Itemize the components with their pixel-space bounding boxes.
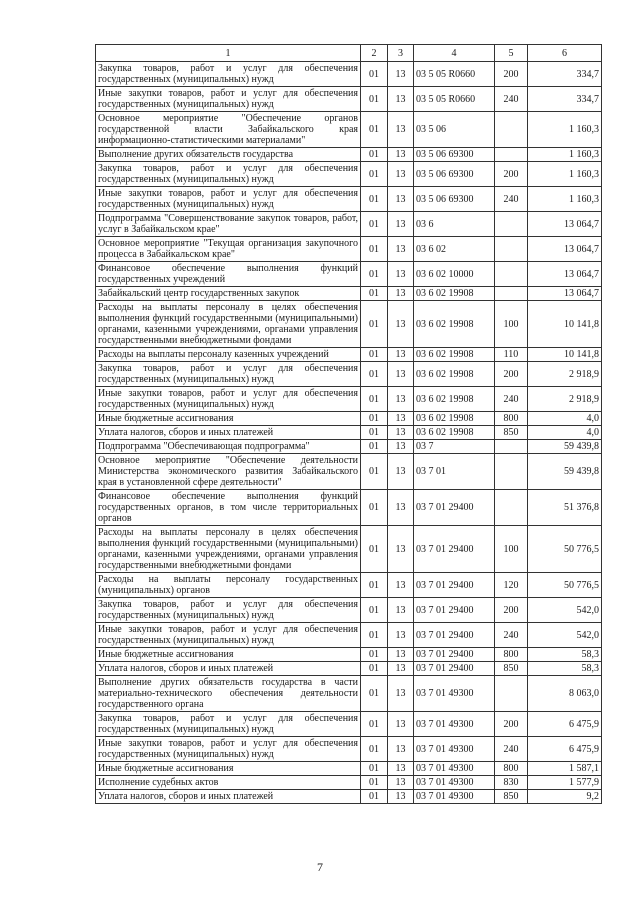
row-name-cell: Расходы на выплаты персоналу казенных учреждений [96, 348, 361, 362]
row-name-cell: Иные закупки товаров, работ и услуг для обеспечения государственных (муниципальных) нужд [96, 187, 361, 212]
table-row [96, 62, 602, 87]
row-subsection-cell: 13 [388, 301, 414, 348]
row-target-article-cell: 03 7 01 29400 [414, 648, 495, 662]
row-expense-type-cell: 200 [495, 598, 528, 623]
row-name-cell: Закупка товаров, работ и услуг для обеспечения государственных (муниципальных) нужд [96, 362, 361, 387]
row-section-cell: 01 [361, 162, 388, 187]
row-expense-type-cell [495, 148, 528, 162]
row-section-cell: 01 [361, 490, 388, 526]
row-amount-cell: 10 141,8 [528, 301, 602, 348]
row-amount-cell: 50 776,5 [528, 573, 602, 598]
row-expense-type-cell: 240 [495, 737, 528, 762]
row-expense-type-cell: 240 [495, 187, 528, 212]
budget-table [95, 44, 602, 804]
row-section-cell: 01 [361, 426, 388, 440]
row-expense-type-cell: 830 [495, 776, 528, 790]
row-target-article-cell: 03 5 05 R0660 [414, 62, 495, 87]
row-name-cell: Иные закупки товаров, работ и услуг для обеспечения государственных (муниципальных) нужд [96, 737, 361, 762]
row-name-cell: Закупка товаров, работ и услуг для обеспечения государственных (муниципальных) нужд [96, 598, 361, 623]
row-amount-cell: 1 577,9 [528, 776, 602, 790]
row-amount-cell: 6 475,9 [528, 712, 602, 737]
row-name-cell: Иные бюджетные ассигнования [96, 412, 361, 426]
row-section-cell: 01 [361, 387, 388, 412]
budget-table-container [95, 44, 601, 804]
table-row [96, 526, 602, 573]
row-expense-type-cell: 800 [495, 412, 528, 426]
row-amount-cell: 13 064,7 [528, 262, 602, 287]
row-amount-cell: 4,0 [528, 426, 602, 440]
row-expense-type-cell: 100 [495, 526, 528, 573]
table-row [96, 762, 602, 776]
row-section-cell: 01 [361, 287, 388, 301]
row-name-cell: Основное мероприятие "Обеспечение деятельности Министерства экономического развития Забайкальского края в установленной сфере деятельности" [96, 454, 361, 490]
row-subsection-cell: 13 [388, 623, 414, 648]
row-section-cell: 01 [361, 662, 388, 676]
row-target-article-cell: 03 7 01 49300 [414, 737, 495, 762]
row-subsection-cell: 13 [388, 573, 414, 598]
table-row [96, 426, 602, 440]
row-amount-cell: 542,0 [528, 598, 602, 623]
table-row [96, 237, 602, 262]
table-row [96, 348, 602, 362]
row-name-cell: Финансовое обеспечение выполнения функций государственных учреждений [96, 262, 361, 287]
row-expense-type-cell [495, 440, 528, 454]
row-amount-cell: 8 063,0 [528, 676, 602, 712]
row-target-article-cell: 03 7 01 49300 [414, 712, 495, 737]
row-expense-type-cell: 200 [495, 162, 528, 187]
row-section-cell: 01 [361, 301, 388, 348]
row-subsection-cell: 13 [388, 348, 414, 362]
table-row [96, 148, 602, 162]
row-name-cell: Закупка товаров, работ и услуг для обеспечения государственных (муниципальных) нужд [96, 62, 361, 87]
row-expense-type-cell [495, 490, 528, 526]
row-subsection-cell: 13 [388, 287, 414, 301]
row-section-cell: 01 [361, 212, 388, 237]
header-cell-section: 2 [361, 45, 388, 62]
row-target-article-cell: 03 7 01 29400 [414, 573, 495, 598]
row-expense-type-cell: 850 [495, 662, 528, 676]
header-cell-subsection: 3 [388, 45, 414, 62]
table-row [96, 262, 602, 287]
row-name-cell: Иные закупки товаров, работ и услуг для обеспечения государственных (муниципальных) нужд [96, 623, 361, 648]
row-name-cell: Иные закупки товаров, работ и услуг для обеспечения государственных (муниципальных) нужд [96, 387, 361, 412]
table-row [96, 187, 602, 212]
row-section-cell: 01 [361, 112, 388, 148]
row-amount-cell: 542,0 [528, 623, 602, 648]
row-name-cell: Иные бюджетные ассигнования [96, 648, 361, 662]
row-expense-type-cell: 800 [495, 762, 528, 776]
row-section-cell: 01 [361, 454, 388, 490]
row-expense-type-cell: 120 [495, 573, 528, 598]
row-section-cell: 01 [361, 440, 388, 454]
row-section-cell: 01 [361, 623, 388, 648]
row-section-cell: 01 [361, 87, 388, 112]
row-target-article-cell: 03 7 01 29400 [414, 623, 495, 648]
header-cell-target-article: 4 [414, 45, 495, 62]
table-row [96, 662, 602, 676]
row-expense-type-cell [495, 112, 528, 148]
row-subsection-cell: 13 [388, 776, 414, 790]
row-target-article-cell: 03 6 02 [414, 237, 495, 262]
row-subsection-cell: 13 [388, 676, 414, 712]
row-target-article-cell: 03 6 02 19908 [414, 287, 495, 301]
row-name-cell: Выполнение других обязательств государства [96, 148, 361, 162]
row-amount-cell: 13 064,7 [528, 237, 602, 262]
table-row [96, 162, 602, 187]
row-target-article-cell: 03 7 01 49300 [414, 676, 495, 712]
table-row [96, 598, 602, 623]
row-expense-type-cell: 200 [495, 62, 528, 87]
row-name-cell: Закупка товаров, работ и услуг для обеспечения государственных (муниципальных) нужд [96, 162, 361, 187]
row-subsection-cell: 13 [388, 648, 414, 662]
row-subsection-cell: 13 [388, 162, 414, 187]
table-row [96, 712, 602, 737]
table-row [96, 387, 602, 412]
row-name-cell: Иные закупки товаров, работ и услуг для обеспечения государственных (муниципальных) нужд [96, 87, 361, 112]
row-name-cell: Расходы на выплаты персоналу государственных (муниципальных) органов [96, 573, 361, 598]
row-section-cell: 01 [361, 412, 388, 426]
row-amount-cell: 1 160,3 [528, 187, 602, 212]
row-section-cell: 01 [361, 776, 388, 790]
row-subsection-cell: 13 [388, 112, 414, 148]
row-subsection-cell: 13 [388, 790, 414, 804]
row-section-cell: 01 [361, 790, 388, 804]
row-target-article-cell: 03 7 01 29400 [414, 662, 495, 676]
row-section-cell: 01 [361, 62, 388, 87]
row-section-cell: 01 [361, 676, 388, 712]
row-amount-cell: 58,3 [528, 648, 602, 662]
row-expense-type-cell [495, 262, 528, 287]
row-subsection-cell: 13 [388, 490, 414, 526]
row-subsection-cell: 13 [388, 662, 414, 676]
table-row [96, 490, 602, 526]
row-expense-type-cell: 100 [495, 301, 528, 348]
table-row [96, 790, 602, 804]
row-target-article-cell: 03 5 06 [414, 112, 495, 148]
row-subsection-cell: 13 [388, 426, 414, 440]
row-expense-type-cell [495, 676, 528, 712]
row-name-cell: Выполнение других обязательств государства в части материально-технического обеспечения деятельности государственного органа [96, 676, 361, 712]
row-amount-cell: 6 475,9 [528, 737, 602, 762]
row-name-cell: Подпрограмма "Обеспечивающая подпрограмма" [96, 440, 361, 454]
row-expense-type-cell [495, 237, 528, 262]
table-row [96, 112, 602, 148]
row-subsection-cell: 13 [388, 148, 414, 162]
table-row [96, 301, 602, 348]
row-name-cell: Финансовое обеспечение выполнения функций государственных органов, в том числе территориальных органов [96, 490, 361, 526]
row-target-article-cell: 03 6 02 19908 [414, 387, 495, 412]
row-name-cell: Иные бюджетные ассигнования [96, 762, 361, 776]
row-name-cell: Закупка товаров, работ и услуг для обеспечения государственных (муниципальных) нужд [96, 712, 361, 737]
row-name-cell: Основное мероприятие "Обеспечение органов государственной власти Забайкальского края информационно-статистическими материалами" [96, 112, 361, 148]
row-section-cell: 01 [361, 526, 388, 573]
row-section-cell: 01 [361, 598, 388, 623]
row-target-article-cell: 03 6 02 19908 [414, 362, 495, 387]
row-subsection-cell: 13 [388, 187, 414, 212]
page-number: 7 [317, 860, 323, 874]
row-name-cell: Подпрограмма "Совершенствование закупок товаров, работ, услуг в Забайкальском крае" [96, 212, 361, 237]
row-subsection-cell: 13 [388, 362, 414, 387]
row-amount-cell: 59 439,8 [528, 454, 602, 490]
row-amount-cell: 1 587,1 [528, 762, 602, 776]
row-section-cell: 01 [361, 348, 388, 362]
row-expense-type-cell [495, 454, 528, 490]
row-section-cell: 01 [361, 737, 388, 762]
row-subsection-cell: 13 [388, 454, 414, 490]
header-cell-amount: 6 [528, 45, 602, 62]
row-name-cell: Исполнение судебных актов [96, 776, 361, 790]
row-expense-type-cell: 110 [495, 348, 528, 362]
table-row [96, 623, 602, 648]
table-header-row [96, 45, 602, 62]
row-subsection-cell: 13 [388, 526, 414, 573]
row-amount-cell: 13 064,7 [528, 212, 602, 237]
row-expense-type-cell: 240 [495, 387, 528, 412]
row-amount-cell: 59 439,8 [528, 440, 602, 454]
table-body [96, 62, 602, 804]
row-target-article-cell: 03 7 01 49300 [414, 762, 495, 776]
row-target-article-cell: 03 7 01 49300 [414, 776, 495, 790]
row-target-article-cell: 03 6 02 19908 [414, 348, 495, 362]
row-subsection-cell: 13 [388, 212, 414, 237]
row-target-article-cell: 03 6 02 10000 [414, 262, 495, 287]
row-section-cell: 01 [361, 187, 388, 212]
table-row [96, 648, 602, 662]
table-row [96, 454, 602, 490]
row-amount-cell: 1 160,3 [528, 162, 602, 187]
row-section-cell: 01 [361, 362, 388, 387]
row-name-cell: Расходы на выплаты персоналу в целях обеспечения выполнения функций государственными (муниципальными) органами, казенными учреждениями, органами управления государственными внебюджетными фондами [96, 526, 361, 573]
row-subsection-cell: 13 [388, 737, 414, 762]
row-subsection-cell: 13 [388, 62, 414, 87]
row-target-article-cell: 03 7 01 29400 [414, 526, 495, 573]
row-subsection-cell: 13 [388, 440, 414, 454]
table-row [96, 412, 602, 426]
row-section-cell: 01 [361, 148, 388, 162]
row-section-cell: 01 [361, 648, 388, 662]
row-subsection-cell: 13 [388, 262, 414, 287]
row-target-article-cell: 03 6 02 19908 [414, 426, 495, 440]
row-amount-cell: 58,3 [528, 662, 602, 676]
row-target-article-cell: 03 7 01 [414, 454, 495, 490]
row-target-article-cell: 03 7 01 29400 [414, 598, 495, 623]
row-amount-cell: 50 776,5 [528, 526, 602, 573]
row-amount-cell: 9,2 [528, 790, 602, 804]
row-target-article-cell: 03 5 05 R0660 [414, 87, 495, 112]
row-expense-type-cell: 200 [495, 362, 528, 387]
row-amount-cell: 1 160,3 [528, 148, 602, 162]
row-target-article-cell: 03 5 06 69300 [414, 148, 495, 162]
row-expense-type-cell: 850 [495, 426, 528, 440]
row-expense-type-cell: 240 [495, 623, 528, 648]
row-expense-type-cell [495, 212, 528, 237]
row-target-article-cell: 03 7 [414, 440, 495, 454]
row-name-cell: Уплата налогов, сборов и иных платежей [96, 790, 361, 804]
header-cell-name: 1 [96, 45, 361, 62]
row-subsection-cell: 13 [388, 598, 414, 623]
row-subsection-cell: 13 [388, 762, 414, 776]
row-section-cell: 01 [361, 573, 388, 598]
table-row [96, 440, 602, 454]
row-amount-cell: 10 141,8 [528, 348, 602, 362]
row-name-cell: Уплата налогов, сборов и иных платежей [96, 662, 361, 676]
row-target-article-cell: 03 6 02 19908 [414, 301, 495, 348]
row-target-article-cell: 03 5 06 69300 [414, 162, 495, 187]
row-amount-cell: 1 160,3 [528, 112, 602, 148]
row-expense-type-cell: 240 [495, 87, 528, 112]
row-name-cell: Основное мероприятие "Текущая организация закупочного процесса в Забайкальском крае" [96, 237, 361, 262]
row-target-article-cell: 03 6 [414, 212, 495, 237]
row-section-cell: 01 [361, 712, 388, 737]
header-cell-expense-type: 5 [495, 45, 528, 62]
row-name-cell: Забайкальский центр государственных закупок [96, 287, 361, 301]
table-row [96, 362, 602, 387]
row-amount-cell: 334,7 [528, 62, 602, 87]
row-expense-type-cell [495, 287, 528, 301]
row-subsection-cell: 13 [388, 387, 414, 412]
row-amount-cell: 334,7 [528, 87, 602, 112]
row-section-cell: 01 [361, 237, 388, 262]
row-amount-cell: 4,0 [528, 412, 602, 426]
row-amount-cell: 2 918,9 [528, 362, 602, 387]
table-row [96, 737, 602, 762]
table-row [96, 676, 602, 712]
row-section-cell: 01 [361, 762, 388, 776]
row-amount-cell: 13 064,7 [528, 287, 602, 301]
row-section-cell: 01 [361, 262, 388, 287]
table-row [96, 287, 602, 301]
table-row [96, 776, 602, 790]
row-target-article-cell: 03 5 06 69300 [414, 187, 495, 212]
row-expense-type-cell: 200 [495, 712, 528, 737]
row-name-cell: Уплата налогов, сборов и иных платежей [96, 426, 361, 440]
table-row [96, 212, 602, 237]
table-row [96, 573, 602, 598]
row-subsection-cell: 13 [388, 412, 414, 426]
row-subsection-cell: 13 [388, 87, 414, 112]
row-amount-cell: 51 376,8 [528, 490, 602, 526]
row-subsection-cell: 13 [388, 237, 414, 262]
row-target-article-cell: 03 6 02 19908 [414, 412, 495, 426]
row-target-article-cell: 03 7 01 29400 [414, 490, 495, 526]
row-target-article-cell: 03 7 01 49300 [414, 790, 495, 804]
row-name-cell: Расходы на выплаты персоналу в целях обеспечения выполнения функций государственными (муниципальными) органами, казенными учреждениями, органами управления государственными внебюджетными фондами [96, 301, 361, 348]
row-subsection-cell: 13 [388, 712, 414, 737]
table-row [96, 87, 602, 112]
row-amount-cell: 2 918,9 [528, 387, 602, 412]
row-expense-type-cell: 800 [495, 648, 528, 662]
row-expense-type-cell: 850 [495, 790, 528, 804]
